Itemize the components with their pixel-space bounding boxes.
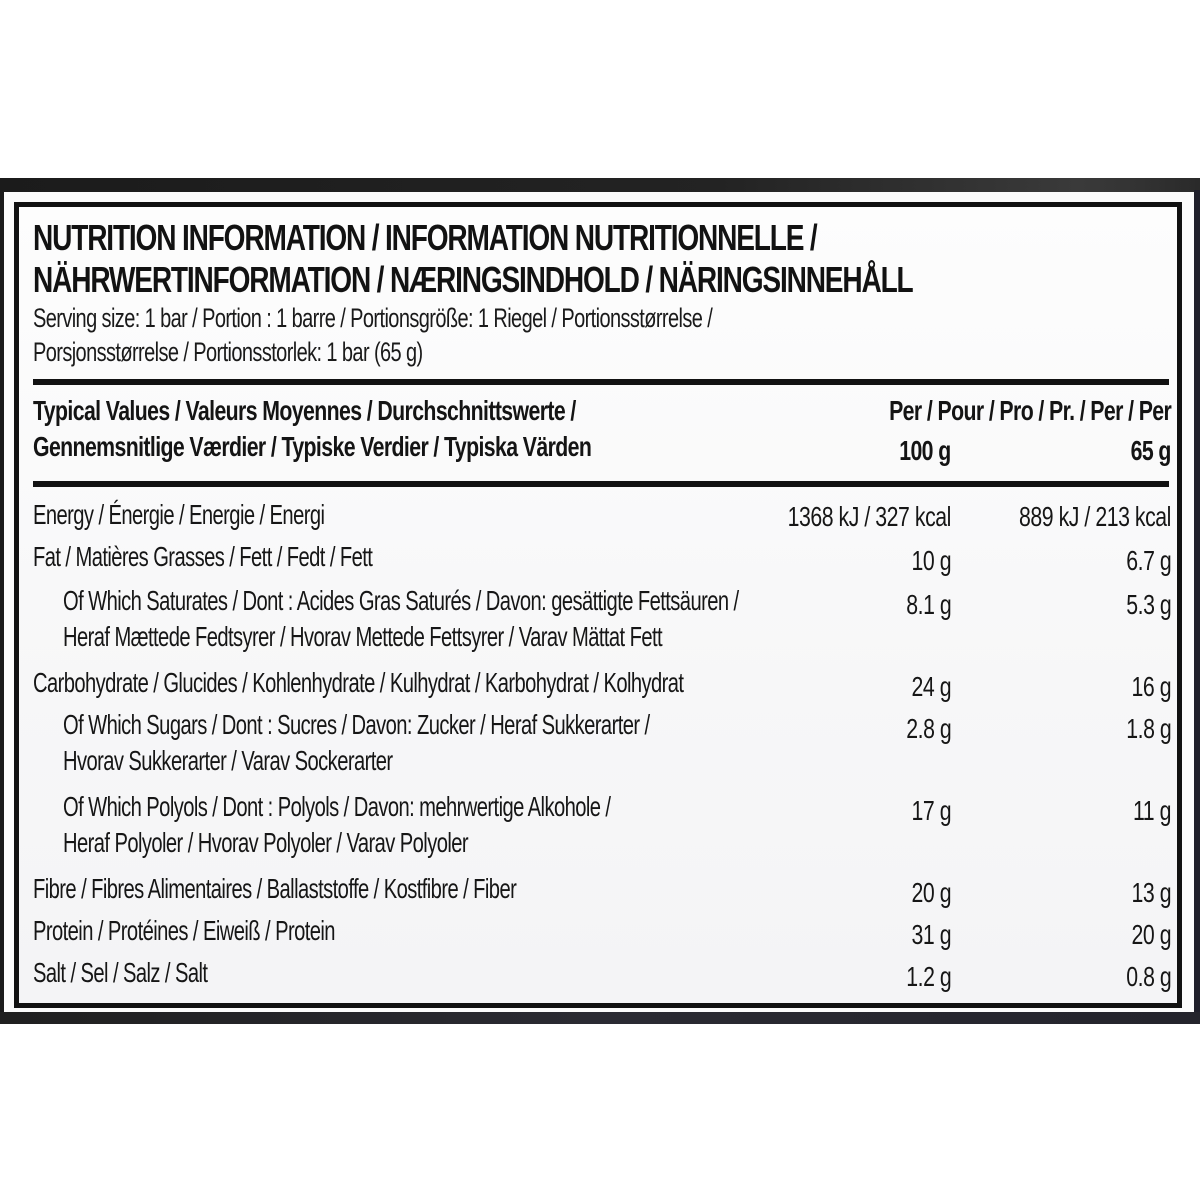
row-fat-per100g: 10 g [911, 545, 951, 576]
row-salt-label: Salt / Sel / Salz / Salt [33, 957, 208, 988]
row-salt-per100g: 1.2 g [905, 961, 951, 992]
row-sugars-label-2: Hvorav Sukkerarter / Varav Sockerarter [63, 745, 393, 776]
column-header-100g: 100 g [899, 435, 951, 466]
serving-size-line-2: Porsjonsstørrelse / Portionsstorlek: 1 bar (65 g) [33, 337, 423, 367]
package-edge-top [0, 178, 1200, 192]
row-saturates-per100g: 8.1 g [905, 589, 951, 620]
row-salt-per65g: 0.8 g [1125, 961, 1171, 992]
row-carbohydrate-label: Carbohydrate / Glucides / Kohlenhydrate / Kulhydrat / Karbohydrat / Kolhydrat [33, 667, 684, 698]
column-header-65g: 65 g [1130, 435, 1171, 466]
row-fibre-label: Fibre / Fibres Alimentaires / Ballaststoffe / Kostfibre / Fiber [33, 873, 517, 904]
row-carbohydrate-per65g: 16 g [1131, 671, 1171, 702]
row-polyols-per100g: 17 g [911, 795, 951, 826]
row-protein-per65g: 20 g [1131, 919, 1171, 950]
divider-top [33, 379, 1169, 385]
row-fat-label: Fat / Matières Grasses / Fett / Fedt / Fett [33, 541, 373, 572]
row-sugars-label-1: Of Which Sugars / Dont : Sucres / Davon: Zucker / Heraf Sukkerarter / [63, 709, 650, 740]
row-saturates-label-1: Of Which Saturates / Dont : Acides Gras Saturés / Davon: gesättigte Fettsäuren / [63, 585, 739, 616]
row-carbohydrate-per100g: 24 g [911, 671, 951, 702]
row-polyols-per65g: 11 g [1132, 795, 1171, 826]
typical-values-line-2: Gennemsnitlige Værdier / Typiske Verdier / Typiska Värden [33, 431, 592, 462]
row-protein-per100g: 31 g [911, 919, 951, 950]
row-fibre-per100g: 20 g [911, 877, 951, 908]
row-saturates-per65g: 5.3 g [1125, 589, 1171, 620]
row-energy-label: Energy / Énergie / Energie / Energi [33, 499, 325, 530]
typical-values-line-1: Typical Values / Valeurs Moyennes / Durchschnittswerte / [33, 395, 576, 426]
row-polyols-label-1: Of Which Polyols / Dont : Polyols / Davon: mehrwertige Alkohole / [63, 791, 611, 822]
row-energy-per100g: 1368 kJ / 327 kcal [787, 501, 951, 532]
row-sugars-per100g: 2.8 g [905, 713, 951, 744]
row-saturates-label-2: Heraf Mættede Fedtsyrer / Hvorav Mettede Fettsyrer / Varav Mättat Fett [63, 621, 663, 652]
row-energy-per65g: 889 kJ / 213 kcal [1019, 501, 1171, 532]
label-title-line-1: NUTRITION INFORMATION / INFORMATION NUTRITIONNELLE / [33, 217, 817, 258]
row-protein-label: Protein / Protéines / Eiweiß / Protein [33, 915, 335, 946]
nutrition-label [14, 202, 1182, 1008]
serving-size-line-1: Serving size: 1 bar / Portion : 1 barre / Portionsgröße: 1 Riegel / Portionsstørrelse / [33, 303, 713, 333]
package-edge-right [1194, 190, 1200, 1020]
per-label: Per / Pour / Pro / Pr. / Per / Per [888, 395, 1171, 426]
row-polyols-label-2: Heraf Polyoler / Hvorav Polyoler / Varav Polyoler [63, 827, 469, 858]
package-edge-bottom [0, 1012, 1200, 1024]
row-fibre-per65g: 13 g [1131, 877, 1171, 908]
row-fat-per65g: 6.7 g [1125, 545, 1171, 576]
row-sugars-per65g: 1.8 g [1125, 713, 1171, 744]
label-title-line-2: NÄHRWERTINFORMATION / NÆRINGSINDHOLD / NÄRINGSINNEHÅLL [33, 259, 913, 300]
divider-header [33, 481, 1169, 487]
